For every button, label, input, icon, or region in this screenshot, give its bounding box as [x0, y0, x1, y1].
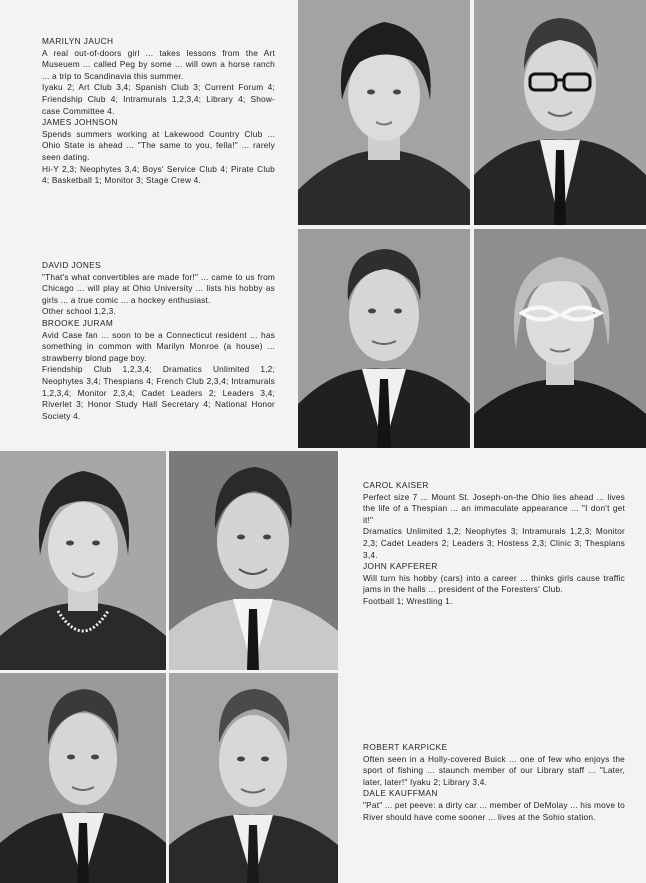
entry-activities: Iyaku 2; Art Club 3,4; Spanish Club 3; Current Forum 4; Friendship Club 4; Intramurals 1,2,3,4; Library 4; Show-case Committee 4. — [42, 82, 275, 116]
entry-name: JAMES JOHNSON — [42, 117, 118, 128]
text-block-jones-juram — [42, 260, 275, 422]
entry-description: "That's what convertibles are made for!" ... came to us from Chicago ... will play at Ohio University ... lists his hobby as girls ... a true comic ... a hockey enthusiast. — [42, 271, 275, 305]
portrait-photo-kaiser — [0, 451, 166, 670]
entry-name: ROBERT KARPICKE — [363, 742, 448, 752]
entry-description: A real out-of-doors girl ... takes lessons from the Art Museuem ... called Peg by some ... will own a horse ranch ... a trip to Scandinavia this summer. — [42, 47, 275, 81]
portrait-photo-jauch — [298, 0, 470, 225]
entry-activities: Dramatics Unlimited 1,2; Neophytes 3; Intramurals 1,2,3; Monitor 2,3; Cadet Leaders 2; Leaders 3; Hostess 2,3; Clinic 3; Thespians 3,4. — [363, 526, 625, 560]
portrait-photo-kapferer — [169, 451, 338, 670]
entry-name: DAVID JONES — [42, 260, 102, 270]
entry-name: DALE KAUFFMAN — [363, 788, 438, 799]
entry-activities: Football 1; Wrestling 1. — [363, 595, 453, 606]
text-block-kaiser-kapferer — [363, 480, 625, 608]
entry-activities: Hi-Y 2,3; Neophytes 3,4; Boys' Service Club 4; Pirate Club 4; Basketball 1; Monitor 3; Stage Crew 4. — [42, 163, 275, 186]
text-block-jauch-johnson — [42, 36, 275, 187]
portrait-photo-jones — [298, 229, 470, 448]
portrait-photo-karpicke — [0, 673, 166, 883]
entry-description: Avid Case fan ... soon to be a Connecticut resident ... has something in common with Marilyn Monroe (a house) ... strawberry blond page boy. — [42, 329, 275, 363]
entry-activities: Other school 1,2,3. — [42, 306, 116, 317]
entry-description: "Pat" ... pet peeve: a dirty car ... member of DeMolay ... his move to River should have come sooner ... lives at the Sohio station. — [363, 799, 625, 822]
portrait-photo-juram — [474, 229, 646, 448]
entry-description: Often seen in a Holly-covered Buick ... one of few who enjoys the sport of fishing ... staunch member of our Library staff ... "Later, later, later!" Iyaku 2; Library 3,4. — [363, 753, 625, 787]
portrait-photo-johnson — [474, 0, 646, 225]
portrait-photo-kauffman — [169, 673, 338, 883]
entry-activities: Friendship Club 1,2,3,4; Dramatics Unlimited 1,2; Neophytes 3,4; Thespians 4; French Club 2,3,4; Intramurals 1,2,3,4; Monitor 2,3,4; Cadet Leaders 2; Leaders 3,4; Riverlet 3; Honor Study Hall Secretary 4; National Honor Society 4. — [42, 364, 275, 421]
entry-description: Perfect size 7 ... Mount St. Joseph-on-the Ohio lies ahead ... lives the life of a Thespian ... an immaculate appearance ... "I don't get it!" — [363, 491, 625, 525]
entry-name: BROOKE JURAM — [42, 317, 114, 328]
entry-description: Will turn his hobby (cars) into a career ... thinks girls cause traffic jams in the halls ... president of the Foresters' Club. — [363, 572, 625, 595]
text-block-karpicke-kauffman — [363, 742, 625, 823]
entry-description: Spends summers working at Lakewood Country Club ... Ohio State is ahead ... "The same to you, fella!" ... rarely seen dating. — [42, 128, 275, 162]
entry-name: JOHN KAPFERER — [363, 561, 438, 572]
entry-name: MARILYN JAUCH — [42, 36, 114, 46]
entry-name: CAROL KAISER — [363, 480, 429, 490]
